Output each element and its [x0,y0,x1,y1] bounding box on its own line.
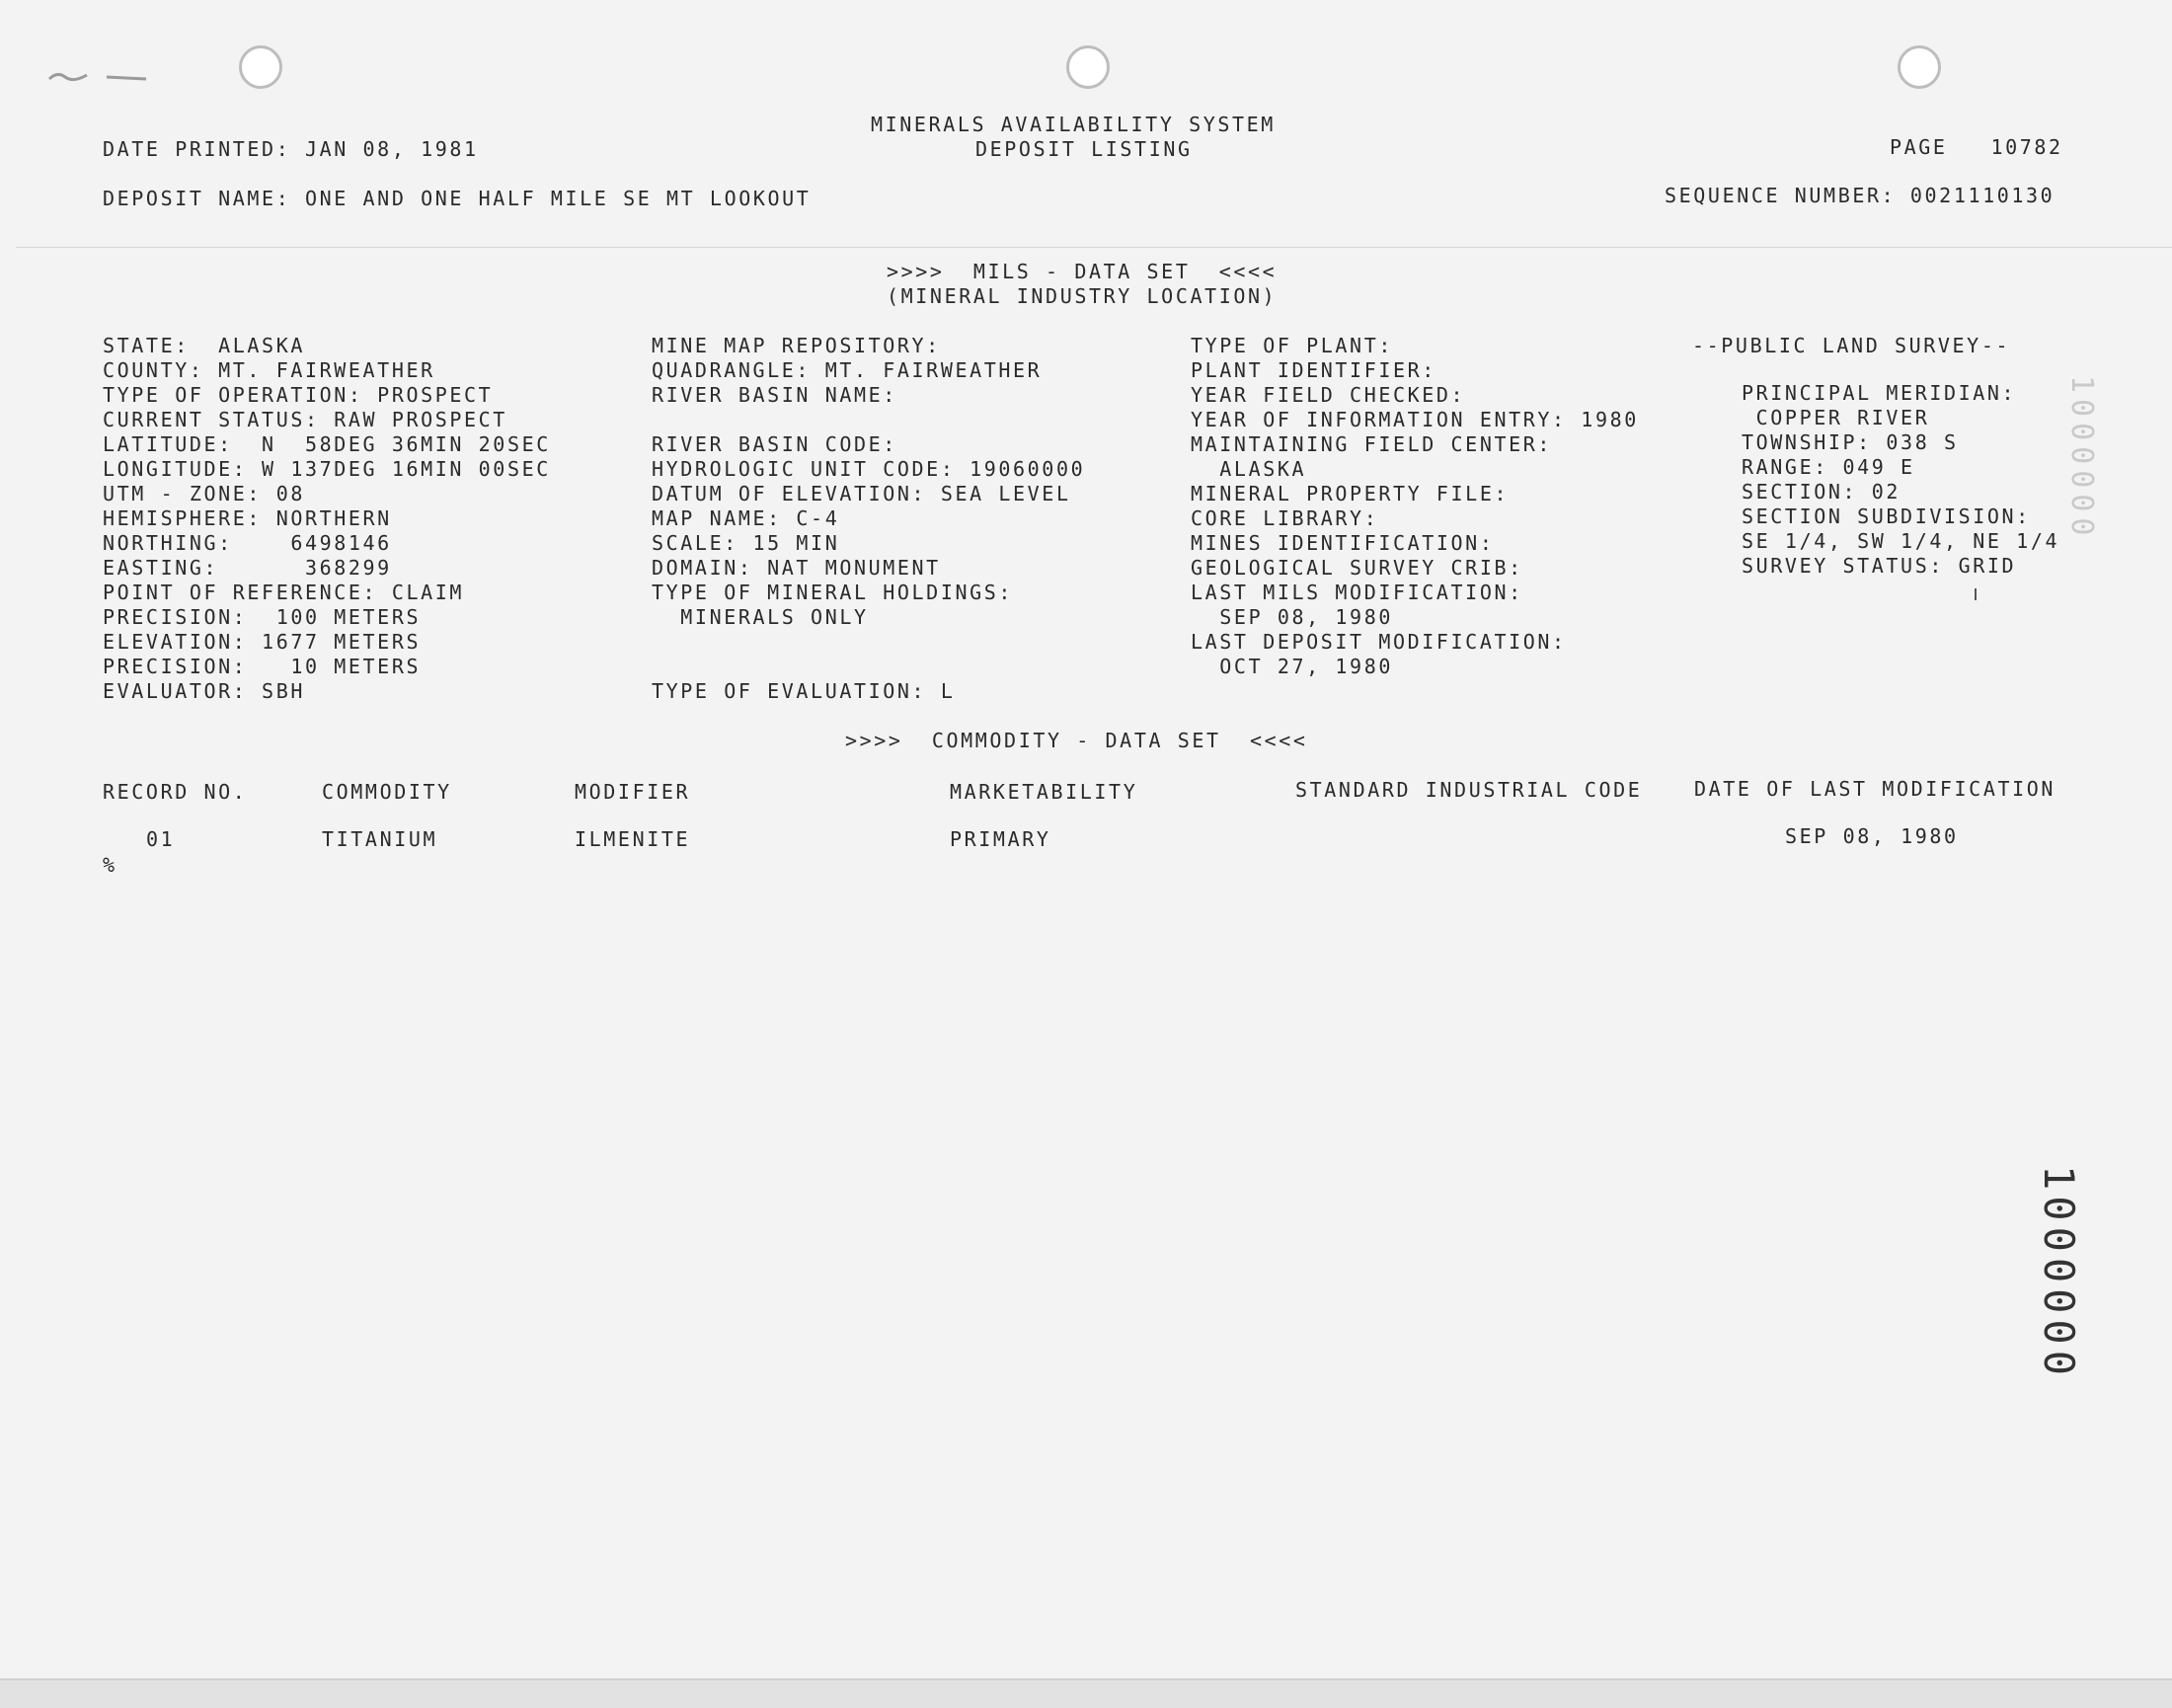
col2-line: TYPE OF MINERAL HOLDINGS: [652,581,1014,604]
col4-line: TOWNSHIP: 038 S [1742,430,1959,454]
col-header-date: DATE OF LAST MODIFICATION [1694,777,2056,801]
deposit-name: DEPOSIT NAME: ONE AND ONE HALF MILE SE MT LOOKOUT [103,187,812,210]
col2-line: MAP NAME: C-4 [652,506,840,530]
col1-line: ELEVATION: 1677 METERS [103,630,422,654]
col3-line: TYPE OF PLANT: [1191,334,1393,357]
col3-line: MINES IDENTIFICATION: [1191,531,1495,555]
col3-line: YEAR OF INFORMATION ENTRY: 1980 [1191,408,1639,431]
col4-line: SECTION: 02 [1742,480,1901,504]
col1-line: EASTING: 368299 [103,556,392,580]
col4-line: SURVEY STATUS: GRID [1742,554,2017,578]
land-survey-title: --PUBLIC LAND SURVEY-- [1692,334,2011,357]
col-header-modifier: MODIFIER [575,780,691,804]
date-printed: DATE PRINTED: JAN 08, 1981 [103,137,479,161]
col1-line: UTM - ZONE: 08 [103,482,305,505]
col2-line: MINE MAP REPOSITORY: [652,334,941,357]
mils-subheading: (MINERAL INDUSTRY LOCATION) [887,284,1278,308]
margin-stamp: 1000000 [2035,1165,2083,1382]
col3-line: MAINTAINING FIELD CENTER: [1191,432,1553,456]
row-date: SEP 08, 1980 [1785,824,1959,848]
col1-line: PRECISION: 10 METERS [103,655,422,678]
col2-line: RIVER BASIN CODE: [652,432,897,456]
col2-line: DATUM OF ELEVATION: SEA LEVEL [652,482,1071,505]
binder-hole-right [1898,45,1941,89]
col2-line: DOMAIN: NAT MONUMENT [652,556,941,580]
mils-heading: >>>> MILS - DATA SET <<<< [887,260,1278,283]
col2-line: MINERALS ONLY [652,605,869,629]
row-record-no: 01 [146,827,176,851]
col-header-record-no: RECORD NO. [103,780,248,804]
col4-line: COPPER RIVER [1742,406,1930,429]
col3-line: MINERAL PROPERTY FILE: [1191,482,1510,505]
row-modifier: ILMENITE [575,827,691,851]
col3-line: YEAR FIELD CHECKED: [1191,383,1466,407]
col-header-sic: STANDARD INDUSTRIAL CODE [1295,778,1643,802]
col3-line: LAST MILS MODIFICATION: [1191,581,1523,604]
page-bottom-edge [0,1678,2172,1708]
col2-line: RIVER BASIN NAME: [652,383,897,407]
sequence-number: SEQUENCE NUMBER: 0021110130 [1665,184,2056,207]
col3-line: OCT 27, 1980 [1191,655,1393,678]
col3-line: LAST DEPOSIT MODIFICATION: [1191,630,1567,654]
listing-title: DEPOSIT LISTING [975,137,1193,161]
system-title: MINERALS AVAILABILITY SYSTEM [871,113,1276,136]
col1-line: POINT OF REFERENCE: CLAIM [103,581,465,604]
col3-line: PLANT IDENTIFIER: [1191,358,1436,382]
col2-line: QUADRANGLE: MT. FAIRWEATHER [652,358,1043,382]
col1-line: NORTHING: 6498146 [103,531,392,555]
row-commodity: TITANIUM [322,827,438,851]
col1-line: HEMISPHERE: NORTHERN [103,506,392,530]
col-header-marketability: MARKETABILITY [950,780,1138,804]
col2-line: SCALE: 15 MIN [652,531,840,555]
fold-line [16,247,2172,248]
commodity-heading: >>>> COMMODITY - DATA SET <<<< [845,729,1308,752]
col1-line: CURRENT STATUS: RAW PROSPECT [103,408,507,431]
col1-line: EVALUATOR: SBH [103,679,305,703]
binder-hole-left [239,45,282,89]
col3-line: ALASKA [1191,457,1307,481]
col4-line: SECTION SUBDIVISION: [1742,505,2031,528]
faint-margin-stamp: 1000000 [2064,375,2099,542]
col2-line: TYPE OF EVALUATION: L [652,679,956,703]
row-marketability: PRIMARY [950,827,1051,851]
col4-line: RANGE: 049 E [1742,455,1915,479]
col1-line: LONGITUDE: W 137DEG 16MIN 00SEC [103,457,551,481]
col3-line: CORE LIBRARY: [1191,506,1379,530]
col1-line: TYPE OF OPERATION: PROSPECT [103,383,494,407]
col1-line: PRECISION: 100 METERS [103,605,422,629]
col4-line: PRINCIPAL MERIDIAN: [1742,381,2017,405]
col1-line: COUNTY: MT. FAIRWEATHER [103,358,435,382]
col1-line: STATE: ALASKA [103,334,305,357]
page-number: PAGE 10782 [1890,135,2063,159]
col3-line: SEP 08, 1980 [1191,605,1393,629]
binder-hole-center [1066,45,1110,89]
col2-line: HYDROLOGIC UNIT CODE: 19060000 [652,457,1086,481]
ink-smudge [47,69,146,83]
col4-line: SE 1/4, SW 1/4, NE 1/4 [1742,529,2060,553]
col1-line: LATITUDE: N 58DEG 36MIN 20SEC [103,432,551,456]
tick-mark [1975,588,1977,600]
col3-line: GEOLOGICAL SURVEY CRIB: [1191,556,1523,580]
end-of-record-mark: % [103,853,117,877]
col-header-commodity: COMMODITY [322,780,452,804]
